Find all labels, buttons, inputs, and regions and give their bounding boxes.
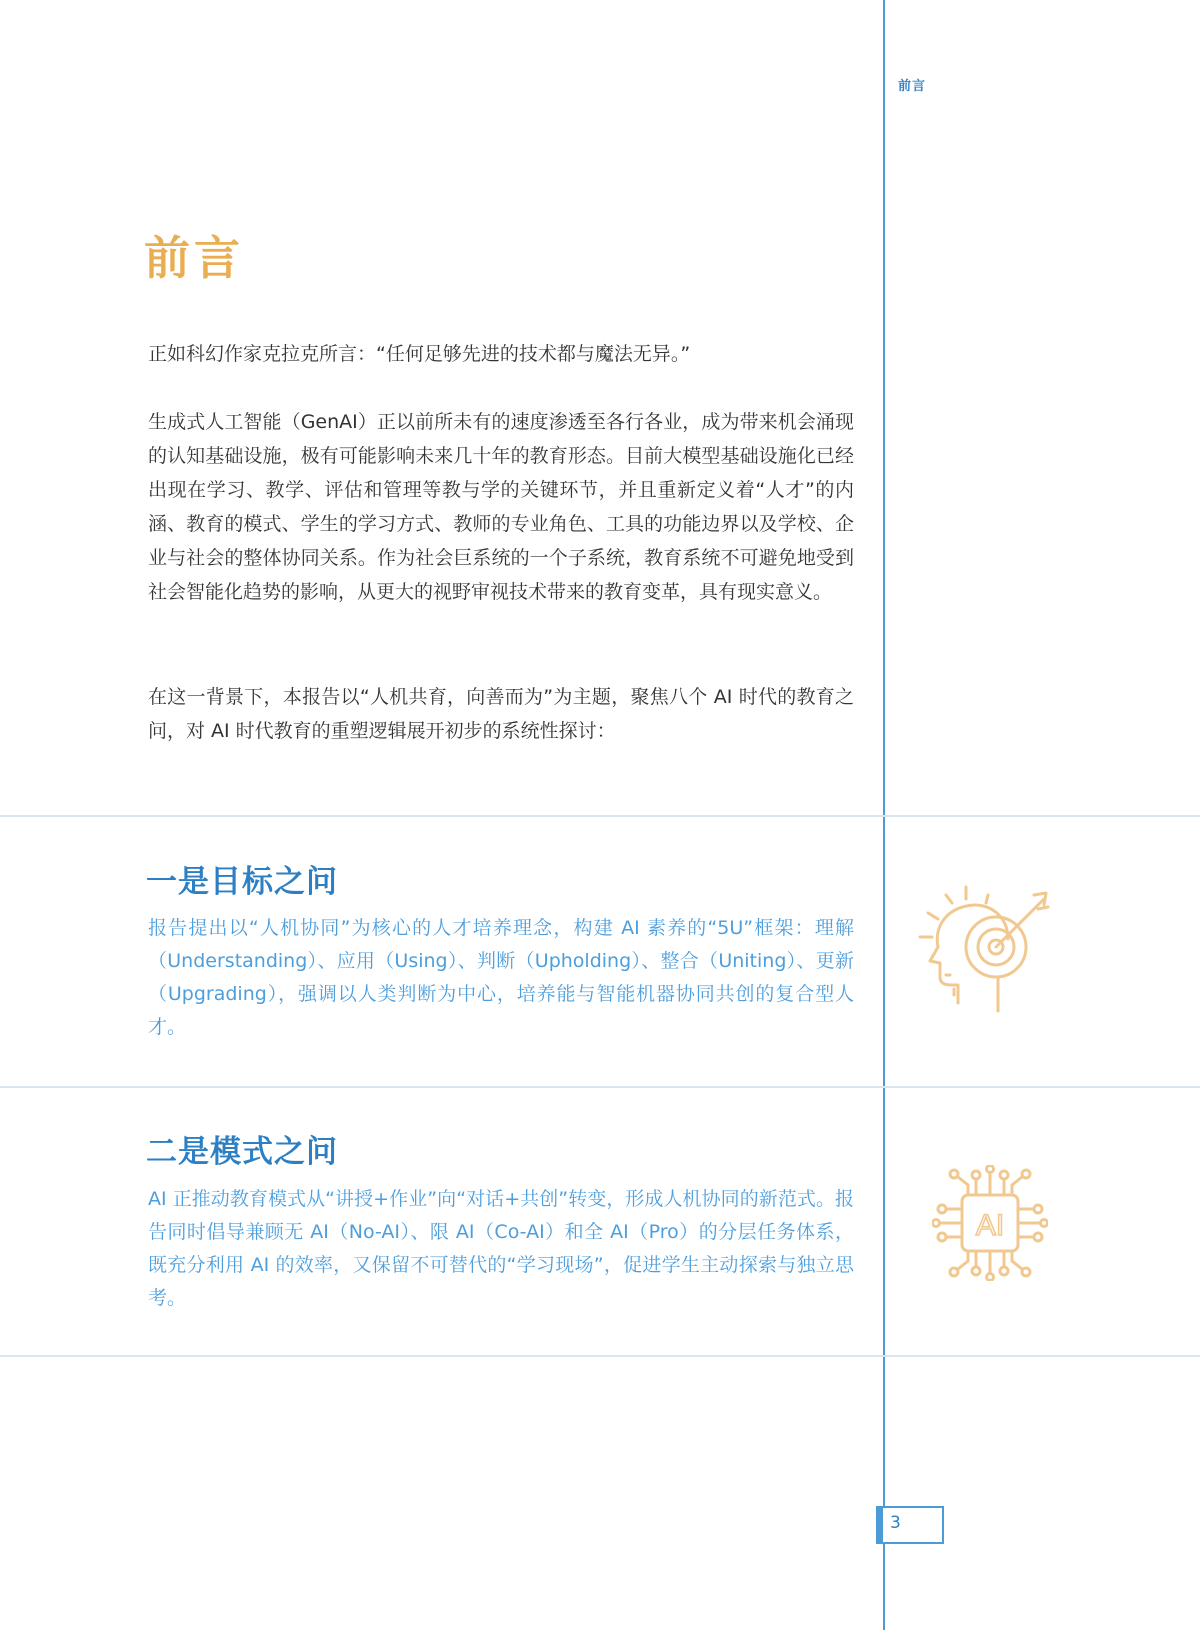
intro-paragraph-2: 在这一背景下，本报告以“人机共育，向善而为”为主题，聚焦八个 AI 时代的教育之问，对 AI 时代教育的重塑逻辑展开初步的系统性探讨： xyxy=(148,686,854,742)
running-header: 前言 xyxy=(898,79,927,94)
page-title: 前言 xyxy=(144,231,244,285)
ai-chip-icon xyxy=(932,1165,1048,1281)
section-heading-mode: 二是模式之问 xyxy=(146,1134,338,1170)
section-body-mode: AI 正推动教育模式从“讲授+作业”向“对话+共创”转变，形成人机协同的新范式。报告同时倡导兼顾无 AI（No-AI）、限 AI（Co-AI）和全 AI（Pro）的分层任务体系，既充分利用 AI 的效率，又保留不可替代的“学习现场”，促进学生主动探索与独立思考。 xyxy=(148,1188,854,1309)
page-number: 3 xyxy=(890,1513,901,1533)
section-divider-2 xyxy=(0,1086,1200,1088)
intro-quote: 正如科幻作家克拉克所言：“任何足够先进的技术都与魔法无异。” xyxy=(148,343,691,365)
page-number-accent xyxy=(876,1506,883,1544)
section-heading-goal: 一是目标之问 xyxy=(146,864,338,900)
head-target-icon xyxy=(916,885,1056,1015)
intro-paragraph-1: 生成式人工智能（GenAI）正以前所未有的速度渗透至各行各业，成为带来机会涌现的认知基础设施，极有可能影响未来几十年的教育形态。目前大模型基础设施化已经出现在学习、教学、评估和管理等教与学的关键环节，并且重新定义着“人才”的内涵、教育的模式、学生的学习方式、教师的专业角色、工具的功能边界以及学校、企业与社会的整体协同关系。作为社会巨系统的一个子系统，教育系统不可避免地受到社会智能化趋势的影响，从更大的视野审视技术带来的教育变革，具有现实意义。 xyxy=(148,411,854,603)
page-number-box xyxy=(876,1506,944,1544)
section-divider-3 xyxy=(0,1355,1200,1357)
section-divider-1 xyxy=(0,815,1200,817)
ai-chip-label: AI xyxy=(975,1209,1005,1242)
section-body-goal: 报告提出以“人机协同”为核心的人才培养理念，构建 AI 素养的“5U”框架：理解（Understanding）、应用（Using）、判断（Upholding）、整合（Uniting）、更新（Upgrading），强调以人类判断为中心，培养能与智能机器协同共创的复合型人才。 xyxy=(148,917,854,1038)
